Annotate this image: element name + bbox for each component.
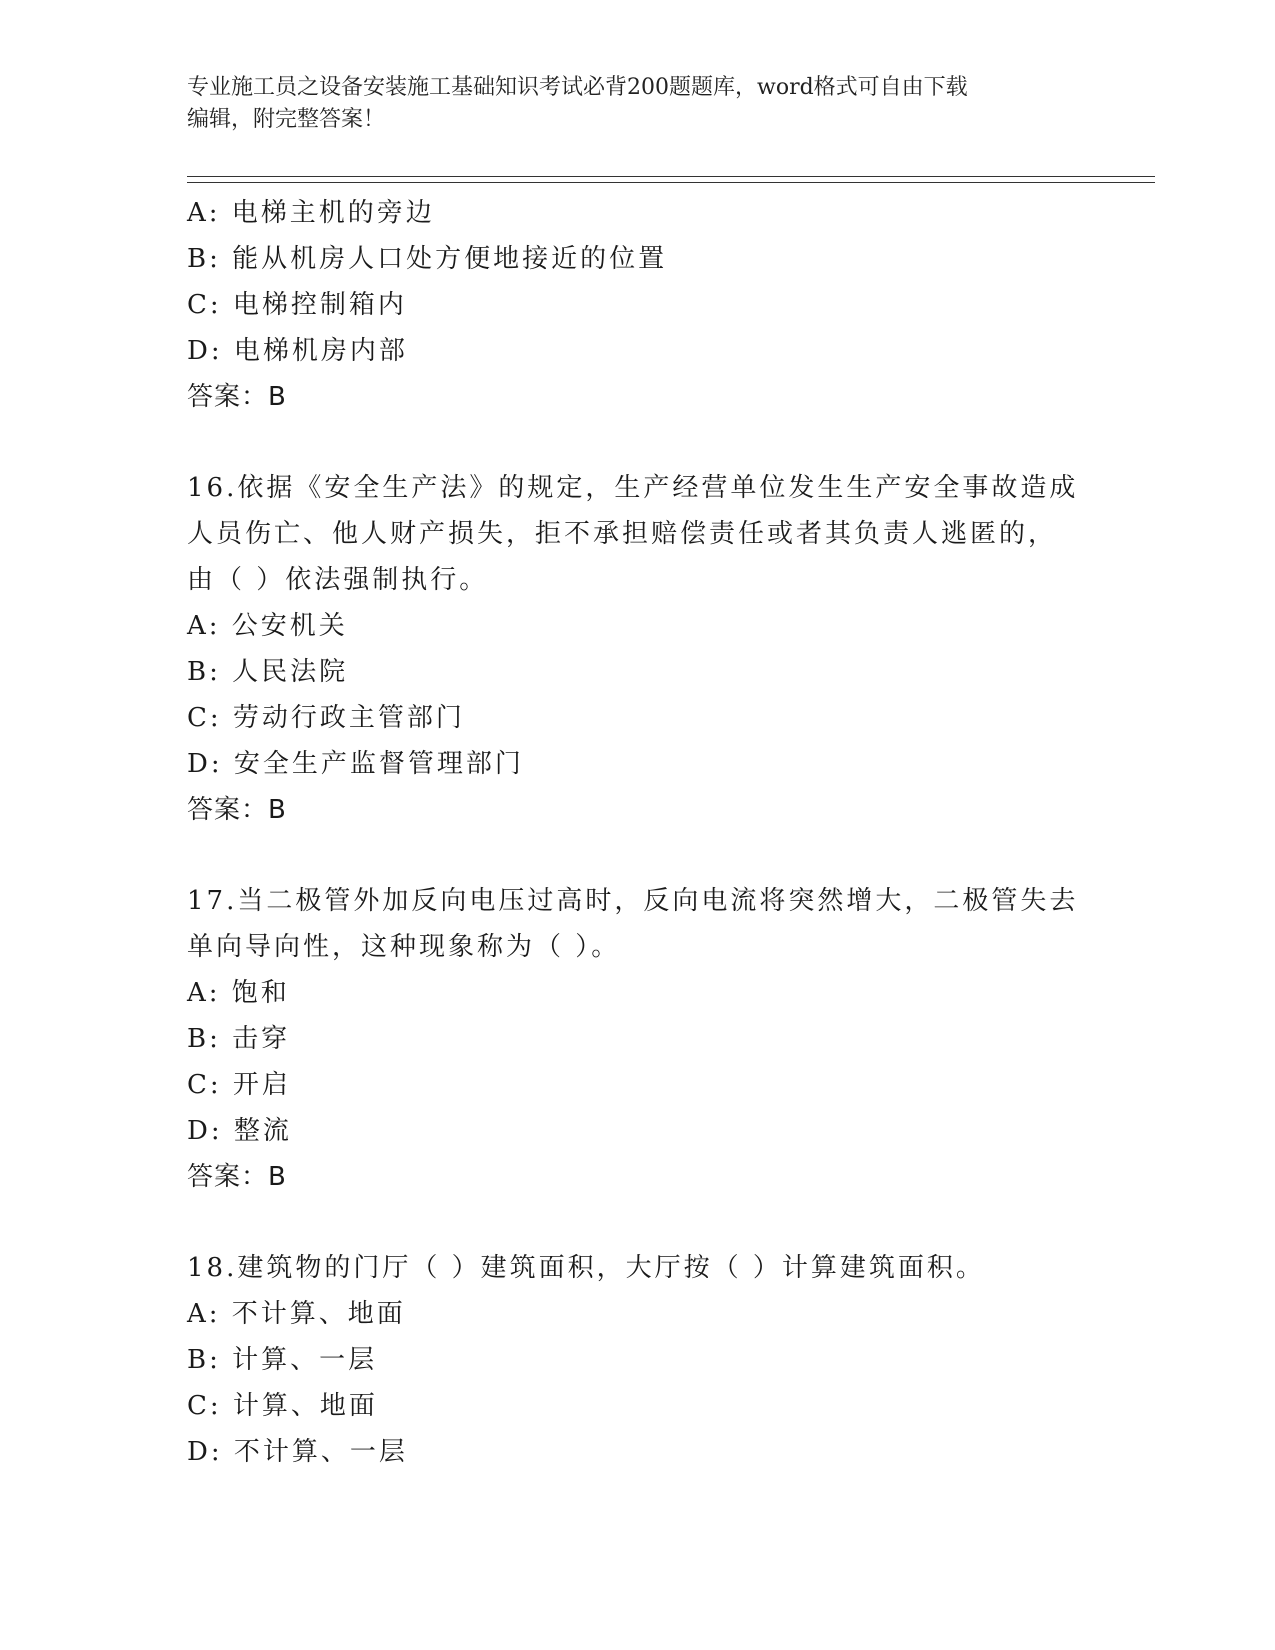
option-c: C: 计算、地面 — [187, 1391, 378, 1421]
option-a: A: 公安机关 — [187, 611, 348, 641]
option-a: A: 不计算、地面 — [187, 1299, 406, 1329]
question-stem-line: 由（ ）依法强制执行。 — [187, 565, 489, 595]
answer-label: 答案：B — [187, 382, 287, 412]
header-divider — [187, 176, 1155, 183]
option-b: B: 计算、一层 — [187, 1345, 378, 1375]
question-15-block — [187, 190, 1167, 420]
question-stem-line: 人员伤亡、他人财产损失，拒不承担赔偿责任或者其负责人逃匿的， — [187, 519, 1058, 549]
option-a: A: 电梯主机的旁边 — [187, 198, 435, 228]
answer-label: 答案：B — [187, 795, 287, 825]
spacer — [187, 833, 1167, 878]
question-stem-line: 18.建筑物的门厅（ ）建筑面积，大厅按（ ）计算建筑面积。 — [187, 1253, 985, 1283]
option-b: B: 能从机房人口处方便地接近的位置 — [187, 244, 668, 274]
spacer — [187, 1200, 1167, 1245]
question-list — [187, 190, 1167, 1475]
option-d: D: 电梯机房内部 — [187, 336, 408, 366]
option-d: D: 不计算、一层 — [187, 1437, 408, 1467]
header-title-line-1: 专业施工员之设备安装施工基础知识考试必背200题题库，word格式可自由下载 — [187, 75, 968, 100]
option-c: C: 开启 — [187, 1070, 291, 1100]
option-d: D: 整流 — [187, 1116, 292, 1146]
spacer — [187, 420, 1167, 465]
answer-label: 答案：B — [187, 1162, 287, 1192]
document-header — [187, 72, 1087, 136]
question-stem-line: 17.当二极管外加反向电压过高时，反向电流将突然增大，二极管失去 — [187, 886, 1079, 916]
option-c: C: 劳动行政主管部门 — [187, 703, 465, 733]
option-b: B: 人民法院 — [187, 657, 349, 687]
option-d: D: 安全生产监督管理部门 — [187, 749, 524, 779]
question-stem-line: 单向导向性，这种现象称为（ ）。 — [187, 932, 621, 962]
option-a: A: 饱和 — [187, 978, 290, 1008]
question-17-block — [187, 878, 1167, 1200]
question-18-block — [187, 1245, 1167, 1475]
header-title-line-2: 编辑，附完整答案！ — [187, 107, 386, 132]
question-16-block — [187, 465, 1167, 833]
question-stem-line: 16.依据《安全生产法》的规定，生产经营单位发生生产安全事故造成 — [187, 473, 1079, 503]
option-c: C: 电梯控制箱内 — [187, 290, 407, 320]
option-b: B: 击穿 — [187, 1024, 291, 1054]
